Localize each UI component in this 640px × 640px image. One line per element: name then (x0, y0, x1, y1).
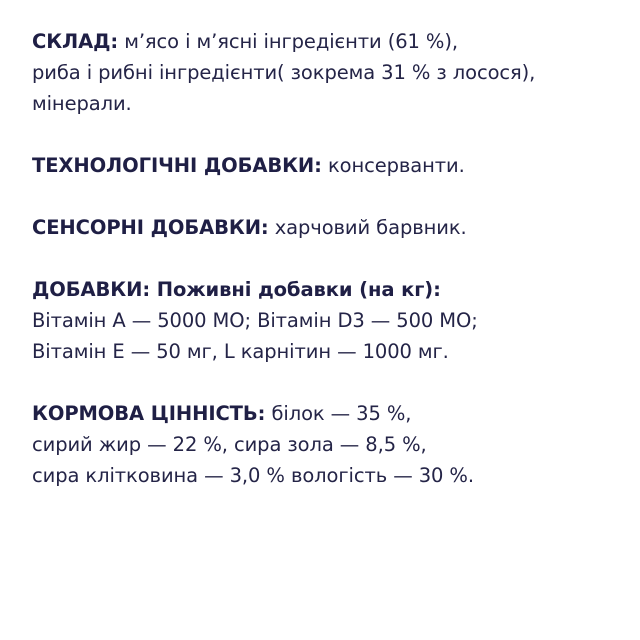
composition-text-2: риба і рибні інгредієнти( зокрема 31 % з лосося), (32, 61, 536, 84)
additives-line-1 (32, 274, 632, 305)
nutritional-value-label: КОРМОВА ЦІННІСТЬ: (32, 402, 266, 425)
nutritional-value-text-2: сирий жир — 22 %, сира зола — 8,5 %, (32, 433, 427, 456)
composition-section (32, 26, 632, 119)
sensory-additives-section (32, 212, 632, 243)
additives-text-1: Вітамін А — 5000 МО; Вітамін D3 — 500 МО; (32, 309, 478, 332)
sensory-additives-text: харчовий барвник. (268, 216, 467, 239)
composition-text-1: м’ясо і м’ясні інгредієнти (61 %), (118, 30, 458, 53)
additives-text-2: Вітамін Е — 50 мг, L карнітин — 1000 мг. (32, 340, 449, 363)
nutritional-value-line-1 (32, 398, 632, 429)
composition-text-3: мінерали. (32, 92, 132, 115)
technological-additives-section (32, 150, 632, 181)
sensory-additives-line (32, 212, 632, 243)
technological-additives-text: консерванти. (321, 154, 465, 177)
additives-section (32, 274, 632, 367)
nutritional-value-text-1: білок — 35 %, (265, 402, 412, 425)
sensory-additives-label: СЕНСОРНІ ДОБАВКИ: (32, 216, 269, 239)
additives-subtitle: Поживні добавки (на кг): (150, 278, 441, 301)
nutritional-value-text-3: сира клітковина — 3,0 % вологість — 30 %. (32, 464, 474, 487)
additives-label: ДОБАВКИ: (32, 278, 151, 301)
composition-line-1 (32, 26, 632, 57)
technological-additives-line (32, 150, 632, 181)
nutritional-value-section (32, 398, 632, 491)
composition-label: СКЛАД: (32, 30, 119, 53)
product-composition-document (32, 26, 632, 522)
technological-additives-label: ТЕХНОЛОГІЧНІ ДОБАВКИ: (32, 154, 322, 177)
